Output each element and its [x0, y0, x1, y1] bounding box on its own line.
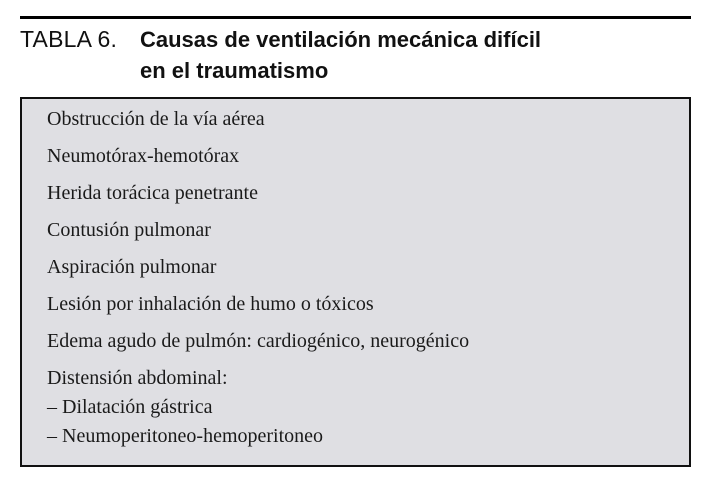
table-title-line-1: Causas de ventilación mecánica difícil — [140, 27, 542, 52]
list-item-abdominal-distension: Distensión abdominal: — [47, 367, 228, 389]
table-caption — [20, 26, 691, 86]
list-item-penetrating-wound: Herida torácica penetrante — [47, 182, 258, 204]
causes-box — [20, 97, 691, 467]
list-item-inhalation-injury: Lesión por inhalación de humo o tóxicos — [47, 293, 374, 315]
table-title-line-2: en el traumatismo — [140, 58, 329, 83]
list-subitem-pneumoperitoneum: – Neumoperitoneo-hemoperitoneo — [47, 425, 324, 447]
list-item-pulmonary-contusion: Contusión pulmonar — [47, 219, 211, 241]
list-item-aspiration: Aspiración pulmonar — [47, 256, 217, 278]
list-item-pneumothorax: Neumotórax-hemotórax — [47, 145, 240, 167]
table-number: TABLA 6. — [20, 26, 118, 52]
top-rule — [20, 16, 691, 19]
list-item-pulmonary-edema: Edema agudo de pulmón: cardiogénico, neurogénico — [47, 330, 470, 352]
list-subitem-gastric-dilation: – Dilatación gástrica — [47, 396, 213, 418]
list-item-airway-obstruction: Obstrucción de la vía aérea — [47, 108, 265, 130]
